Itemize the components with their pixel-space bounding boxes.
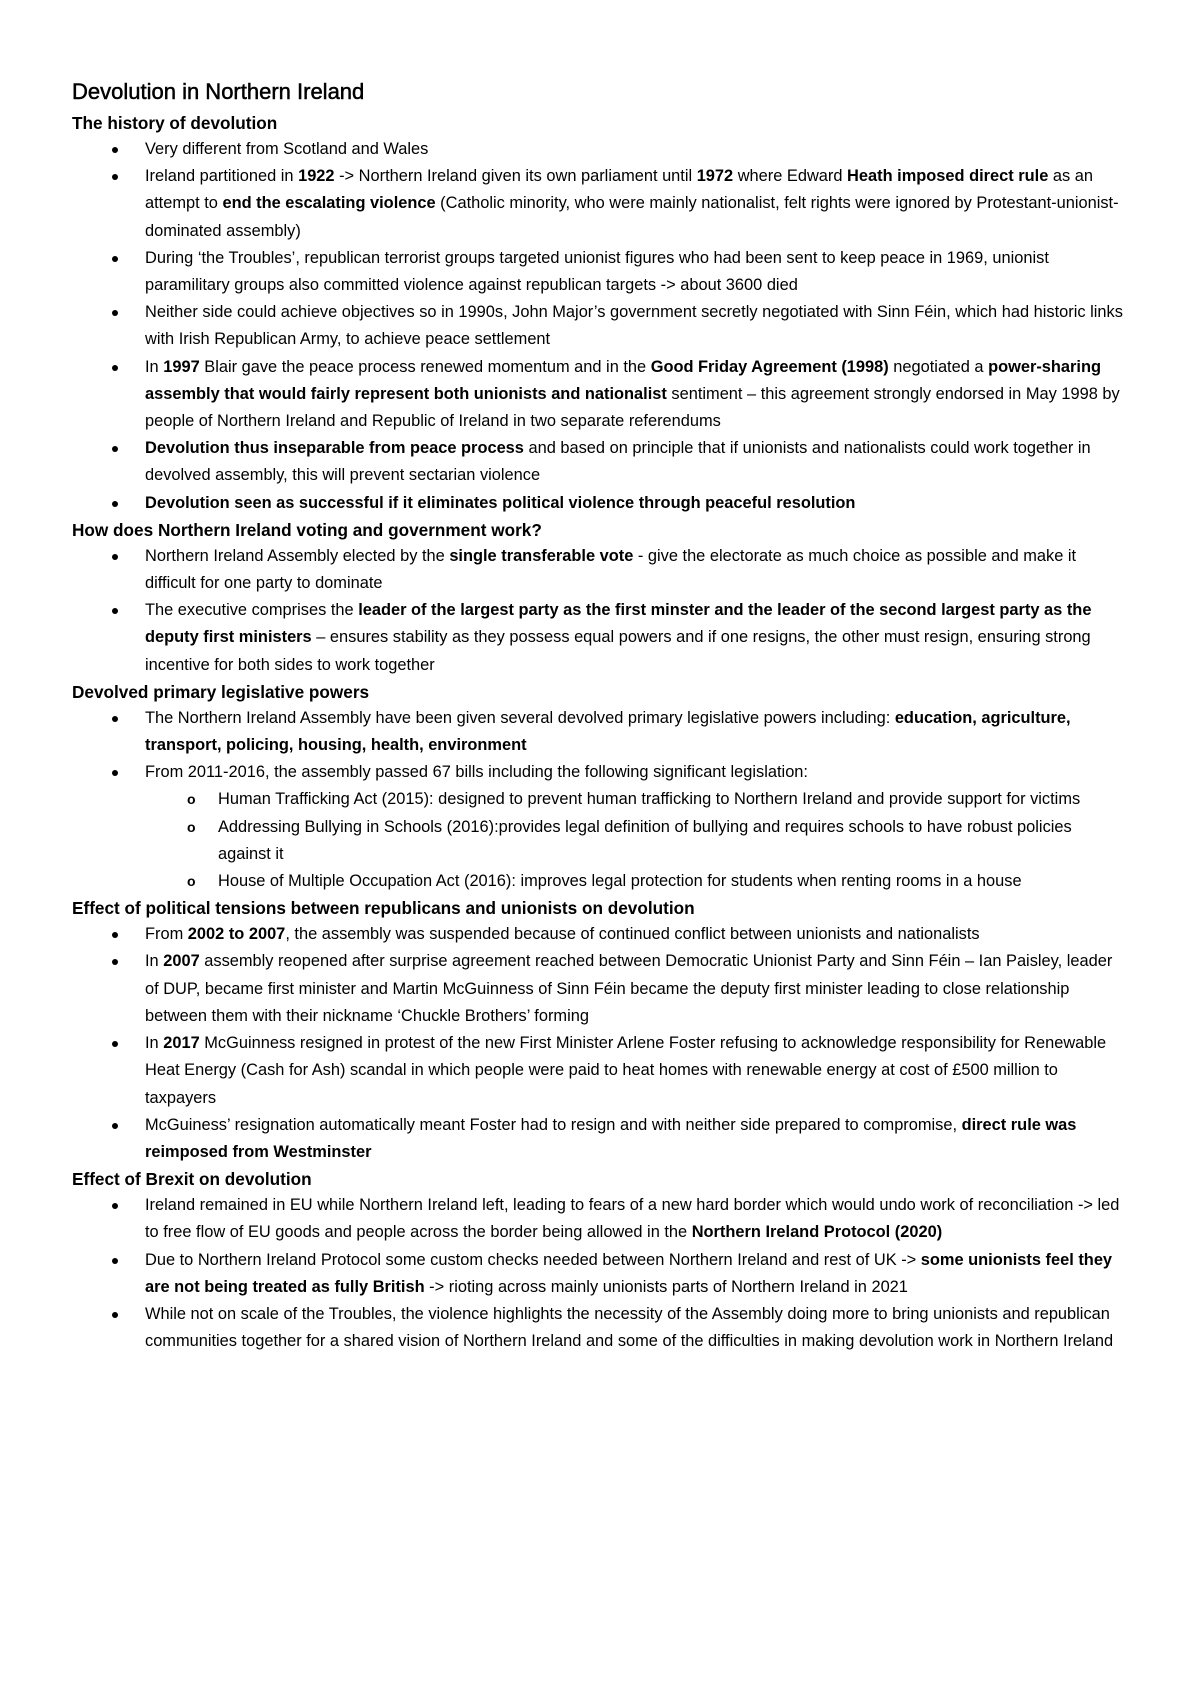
- list-item: [72, 705, 1128, 759]
- bullet-icon: [112, 716, 118, 722]
- text-run: Blair gave the peace process renewed momentum and in the: [199, 357, 651, 376]
- bullet-icon: [112, 1312, 118, 1318]
- bold-text: 2007: [163, 952, 200, 971]
- bold-text: 1972: [696, 167, 734, 186]
- bullet-icon: [112, 932, 118, 938]
- bold-text: some unionists feel they are not being treated as fully British: [145, 1250, 1113, 1296]
- sub-bullet-list: [145, 786, 1128, 895]
- bullet-list: [72, 1192, 1128, 1355]
- text-run: , the assembly was suspended because of continued conflict between unionists and nationalists: [285, 925, 980, 944]
- bullet-icon: [112, 608, 118, 614]
- list-item: [72, 1247, 1128, 1301]
- text-run: – ensures stability as they possess equal powers and if one resigns, the other must resign, ensuring strong incentive for both sides to work together: [145, 628, 1091, 674]
- sub-item-text: Human Trafficking Act (2015): designed to prevent human trafficking to Northern Ireland and provide support for victims: [218, 790, 1081, 809]
- text-run: -> rioting across mainly unionists parts of Northern Ireland in 2021: [424, 1277, 908, 1296]
- text-run: From 2011-2016, the assembly passed 67 bills including the following significant legislation:: [145, 763, 808, 782]
- sub-list-item: [145, 814, 1128, 868]
- text-run: The Northern Ireland Assembly have been given several devolved primary legislative powers including:: [145, 708, 895, 727]
- text-run: -> Northern Ireland given its own parliament until: [334, 167, 697, 186]
- text-run: Ireland partitioned in: [145, 167, 299, 186]
- bullet-icon: [112, 1123, 118, 1129]
- text-run: as an attempt to: [145, 167, 1093, 213]
- bold-text: Devolution thus inseparable from peace process: [145, 439, 524, 458]
- bold-text: end the escalating violence: [222, 194, 436, 213]
- text-run: Neither side could achieve objectives so in 1990s, John Major’s government secretly negotiated with Sinn Féin, which had historic links with Irish Republican Army, to achieve peace settlement: [145, 303, 1123, 349]
- sub-list-item: [145, 868, 1128, 895]
- bold-text: 2017: [163, 1034, 200, 1053]
- list-item: [72, 136, 1128, 163]
- text-run: sentiment – this agreement strongly endorsed in May 1998 by people of Northern Ireland and Republic of Ireland in two separate referendums: [145, 384, 1120, 431]
- list-item: [72, 1030, 1128, 1112]
- text-run: In: [145, 1034, 164, 1053]
- text-run: Ireland remained in EU while Northern Ireland left, leading to fears of a new hard border which would undo work of reconciliation -> led to free flow of EU goods and people across the border being allowed in the: [145, 1196, 1120, 1242]
- bullet-icon: [112, 770, 118, 776]
- text-run: - give the electorate as much choice as possible and make it difficult for one party to dominate: [145, 546, 1077, 593]
- list-item: [72, 299, 1128, 353]
- section-heading: How does Northern Ireland voting and government work?: [72, 519, 542, 540]
- text-run: Northern Ireland Assembly elected by the: [145, 546, 450, 565]
- circle-bullet-icon: o: [187, 818, 196, 835]
- bullet-icon: [112, 174, 118, 180]
- text-run: In: [145, 952, 164, 971]
- bullet-icon: [112, 446, 118, 452]
- bold-text: 2002 to 2007: [187, 925, 286, 944]
- text-run: McGuinness resigned in protest of the new First Minister Arlene Foster refusing to acknowledge responsibility for Renewable Heat Energy (Cash for Ash) scandal in which people were paid to heat homes with renewable energy at cost of £500 million to taxpayers: [145, 1034, 1107, 1107]
- text-run: negotiated a: [888, 357, 989, 376]
- circle-bullet-icon: o: [187, 873, 196, 890]
- sub-item-text: Addressing Bullying in Schools (2016):provides legal definition of bullying and requires schools to have robust policies against it: [218, 817, 1072, 863]
- text-run: where Edward: [733, 167, 848, 186]
- list-item: [72, 435, 1128, 489]
- text-run: (Catholic minority, who were mainly nationalist, felt rights were ignored by Protestant-unionist-dominated assembly): [145, 194, 1119, 240]
- bullet-icon: [112, 256, 118, 262]
- bold-text: 1997: [163, 357, 200, 376]
- list-item: [72, 1112, 1128, 1166]
- text-run: Very different from Scotland and Wales: [145, 140, 429, 158]
- bold-text: direct rule was reimposed from Westminster: [145, 1115, 1077, 1161]
- text-run: The executive comprises the: [145, 601, 359, 620]
- list-item: [72, 948, 1128, 1030]
- circle-bullet-icon: o: [187, 791, 196, 808]
- text-run: During ‘the Troubles’, republican terrorist groups targeted unionist figures who had been sent to keep peace in 1969, unionist paramilitary groups also committed violence against republican targets -> about 3600 died: [145, 248, 1049, 295]
- bold-text: Heath imposed direct rule: [847, 167, 1049, 186]
- list-item: [72, 163, 1128, 245]
- bullet-list: [72, 136, 1128, 517]
- list-item: [72, 921, 1128, 948]
- list-item: [72, 490, 1128, 517]
- sub-list-item: [145, 786, 1128, 813]
- section-heading: Effect of political tensions between republicans and unionists on devolution: [72, 898, 695, 919]
- bullet-list: [72, 543, 1128, 679]
- bullet-icon: [112, 147, 118, 153]
- text-run: and based on principle that if unionists and nationalists could work together in devolved assembly, this will prevent sectarian violence: [145, 439, 1091, 485]
- list-item: [72, 354, 1128, 436]
- bullet-icon: [112, 1041, 118, 1047]
- bullet-icon: [112, 554, 118, 560]
- bold-text: education, agriculture, transport, policing, housing, health, environment: [145, 708, 1071, 755]
- text-run: Due to Northern Ireland Protocol some custom checks needed between Northern Ireland and rest of UK ->: [145, 1250, 921, 1269]
- bold-text: Northern Ireland Protocol (2020): [691, 1223, 943, 1242]
- text-run: From: [145, 925, 188, 944]
- section-heading: Devolved primary legislative powers: [72, 681, 370, 702]
- bullet-icon: [112, 365, 118, 371]
- bold-text: Good Friday Agreement (1998): [650, 357, 889, 376]
- bullet-icon: [112, 1258, 118, 1264]
- section-heading: Effect of Brexit on devolution: [72, 1169, 312, 1190]
- page-title: Devolution in Northern Ireland: [72, 79, 365, 104]
- list-item: [72, 759, 1128, 895]
- document-body: [72, 110, 1128, 1355]
- section-heading: The history of devolution: [72, 113, 278, 133]
- bold-text: single transferable vote: [449, 546, 634, 565]
- bullet-icon: [112, 501, 118, 507]
- list-item: [72, 1301, 1128, 1355]
- bold-text: power-sharing assembly that would fairly represent both unionists and nationalist: [145, 357, 1102, 403]
- list-item: [72, 245, 1128, 299]
- bullet-icon: [112, 959, 118, 965]
- list-item: [72, 597, 1128, 679]
- list-item: [72, 543, 1128, 597]
- text-run: In: [145, 357, 164, 376]
- bold-text: Devolution seen as successful if it eliminates political violence through peaceful resolution: [145, 493, 856, 512]
- bullet-icon: [112, 310, 118, 316]
- bold-text: leader of the largest party as the first minster and the leader of the second largest party as the deputy first ministers: [145, 601, 1092, 647]
- text-run: assembly reopened after surprise agreement reached between Democratic Unionist Party and Sinn Féin – Ian Paisley, leader of DUP, became first minister and Martin McGuinness of Sinn Féin became the deputy first minister leading to close relationship between them with their nickname ‘Chuckle Brothers’ forming: [145, 952, 1113, 1025]
- bullet-list: [72, 705, 1128, 895]
- bullet-list: [72, 921, 1128, 1166]
- list-item: [72, 1192, 1128, 1246]
- bullet-icon: [112, 1203, 118, 1209]
- text-run: While not on scale of the Troubles, the violence highlights the necessity of the Assembly doing more to bring unionists and republican communities together for a shared vision of Northern Ireland and some of the difficulties in making devolution work in Northern Ireland: [145, 1304, 1114, 1351]
- text-run: McGuiness’ resignation automatically meant Foster had to resign and with neither side prepared to compromise,: [145, 1115, 962, 1134]
- bold-text: 1922: [298, 167, 335, 186]
- sub-item-text: House of Multiple Occupation Act (2016): improves legal protection for students when renting rooms in a house: [218, 872, 1022, 891]
